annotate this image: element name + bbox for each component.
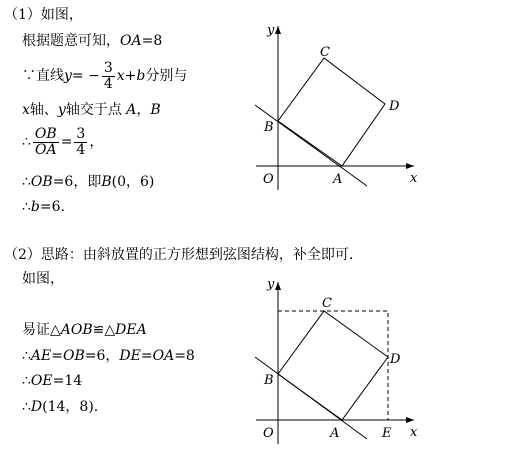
fig2-label-x: x (410, 425, 418, 440)
part1-line3: x轴、y轴交于点 A，B (22, 102, 161, 118)
fig2-label-A: A (330, 426, 340, 441)
part1-line6: ∴b=6. (22, 199, 65, 215)
fig2-label-B: B (264, 373, 274, 388)
fig2-square (278, 311, 388, 420)
fig1-label-C: C (320, 45, 330, 60)
fraction-ob-oa: $\frac{OB}{OA}$ (34, 125, 57, 158)
fig1-label-D: D (389, 99, 400, 114)
fig1-label-y: y (267, 23, 275, 38)
part2-line2: 易证△AOB≌△DEA (22, 322, 147, 338)
fraction-three-fourths-2: $\frac{3}{4}$ (76, 125, 86, 158)
fig2-y-arrow (275, 282, 281, 290)
fig2-label-y: y (267, 277, 275, 292)
fig1-label-B: B (264, 120, 274, 135)
part2-line3: ∴AE=OB=6，DE=OA=8 (22, 348, 195, 364)
fig1-label-A: A (333, 172, 343, 187)
fig2-label-E: E (382, 426, 392, 441)
fraction-three-fourths: $\frac{3}{4}$ (103, 59, 113, 92)
fig1-label-x: x (410, 171, 418, 186)
fig2-label-C: C (322, 296, 332, 311)
fig2-label-D: D (390, 352, 401, 367)
part2-heading: （2）思路：由斜放置的正方形想到弦图结构，补全即可. (4, 247, 354, 263)
part1-line1: 根据题意可知，OA=8 (22, 33, 163, 49)
fig2-label-O: O (263, 426, 274, 441)
part1-heading: （1）如图， (4, 7, 83, 23)
part1-line5: ∴OB=6，即B(0，6) (22, 174, 155, 190)
part2-line1: 如图， (22, 271, 64, 287)
part1-line2: ∵直线y= − $\frac{3}{4}$ x+b分别与 (22, 59, 188, 92)
part1-line4: ∴ $\frac{OB}{OA}$ = $\frac{3}{4}$ ， (22, 125, 104, 158)
fig2-x-arrow (406, 417, 414, 423)
part2-line5: ∴D(14，8). (22, 399, 99, 415)
fig2-dashed-frame (278, 311, 388, 420)
fig1-label-O: O (263, 172, 274, 187)
part2-line4: ∴OE=14 (22, 373, 83, 389)
